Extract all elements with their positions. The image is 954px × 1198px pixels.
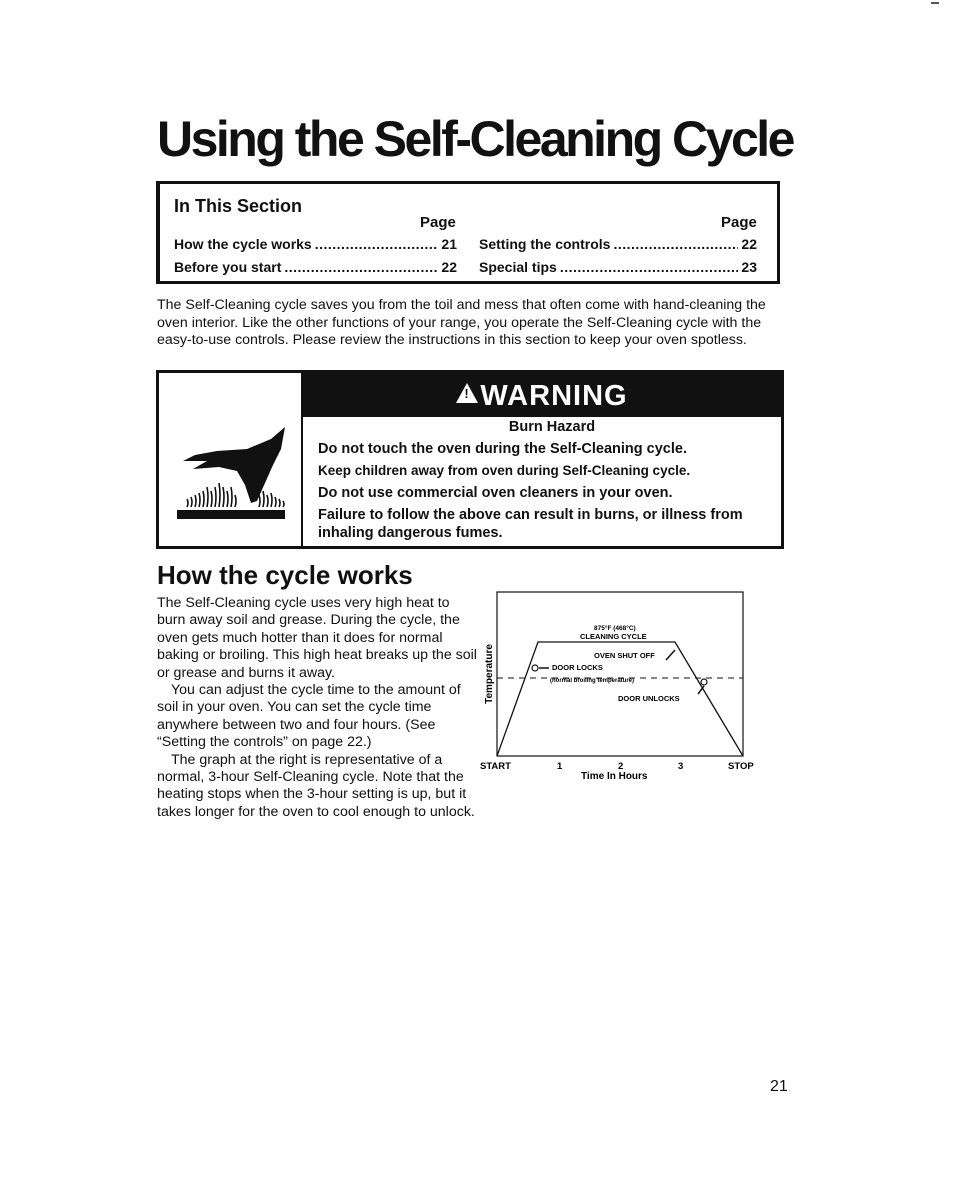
toc-entry-label: Special tips [479,259,557,275]
x-tick-label: STOP [728,761,754,772]
x-tick-label: 2 [618,761,624,772]
toc-box [156,181,780,284]
shutoff-arrow [666,650,675,660]
corner-mark [931,2,939,4]
toc-entry-page: 22 [441,259,457,275]
warning-box [156,370,784,549]
chart-y-label: Temperature [484,644,495,704]
warning-line: inhaling dangerous fumes. [318,525,503,541]
x-tick-label: 3 [678,761,684,772]
page-title: Using the Self-Cleaning Cycle [157,111,793,167]
lock-marker [532,665,538,671]
toc-entry-label: Setting the controls [479,236,611,252]
x-tick-label: START [480,761,511,772]
cycle-temperature-chart [470,590,770,790]
toc-entry[interactable] [479,236,757,252]
body-paragraph: You can adjust the cycle time to the amount of soil in your oven. You can set the cycle time anywhere between two and four hours. (See “Setting the controls” on page 22.) [157,682,461,751]
toc-entry-page: 22 [741,236,757,252]
warning-line: Failure to follow the above can result in burns, or illness from [318,507,743,523]
toc-page-label-left: Page [420,214,456,231]
unlock-marker [701,679,707,685]
warning-line: Keep children away from oven during Self-Cleaning cycle. [318,463,691,478]
toc-entry-label: How the cycle works [174,236,312,252]
cleaning-annotation: CLEANING CYCLE [580,632,647,641]
hand-over-heat-icon [173,427,291,519]
chart-x-label: Time In Hours [581,771,648,782]
warning-line: Do not touch the oven during the Self-Cleaning cycle. [318,441,687,457]
body-paragraph: The graph at the right is representative of a normal, 3-hour Self-Cleaning cycle. Note that the heating stops when the 3-hour setting is up, but it takes longer for the oven to cool enough to unlock. [157,751,475,820]
normal-broiling-annotation: (normal broiling temperature) [550,678,635,684]
toc-entry-page: 23 [741,259,757,275]
toc-entry[interactable] [174,236,457,252]
warning-hazard: Burn Hazard [508,419,596,435]
toc-entry-label: Before you start [174,259,282,275]
toc-entry[interactable] [479,259,757,275]
warning-line: Do not use commercial oven cleaners in your oven. [318,485,673,501]
warning-banner-text: WARNING [480,380,628,412]
page-number: 21 [770,1078,788,1095]
warning-banner [303,373,781,417]
x-tick-label: 1 [557,761,563,772]
toc-entry[interactable] [174,259,457,275]
intro-paragraph: The Self-Cleaning cycle saves you from the toil and mess that often come with hand-cleaning the oven interior. Like the other functions of your range, you operate the Self-Cleaning cycle with the easy-to-use controls. Please review the instructions in this section to keep your oven spotless. [157,297,766,348]
warning-triangle-icon: ! [456,383,478,403]
toc-entry-page: 21 [441,236,457,252]
toc-heading: In This Section [174,196,303,216]
toc-page-label-right: Page [721,214,757,231]
peak-annotation: 875°F (468°C) [594,625,636,632]
shutoff-annotation: OVEN SHUT OFF [594,651,655,660]
unlocks-annotation: DOOR UNLOCKS [618,694,680,703]
section-heading: How the cycle works [157,560,413,590]
section-body [157,595,477,821]
locks-annotation: DOOR LOCKS [552,663,603,672]
body-paragraph: The Self-Cleaning cycle uses very high heat to burn away soil and grease. During the cycle, the oven gets much hotter than it does for normal baking or broiling. This high heat breaks up the soil or grease and burns it away. [157,595,477,681]
chart-frame [497,592,743,756]
